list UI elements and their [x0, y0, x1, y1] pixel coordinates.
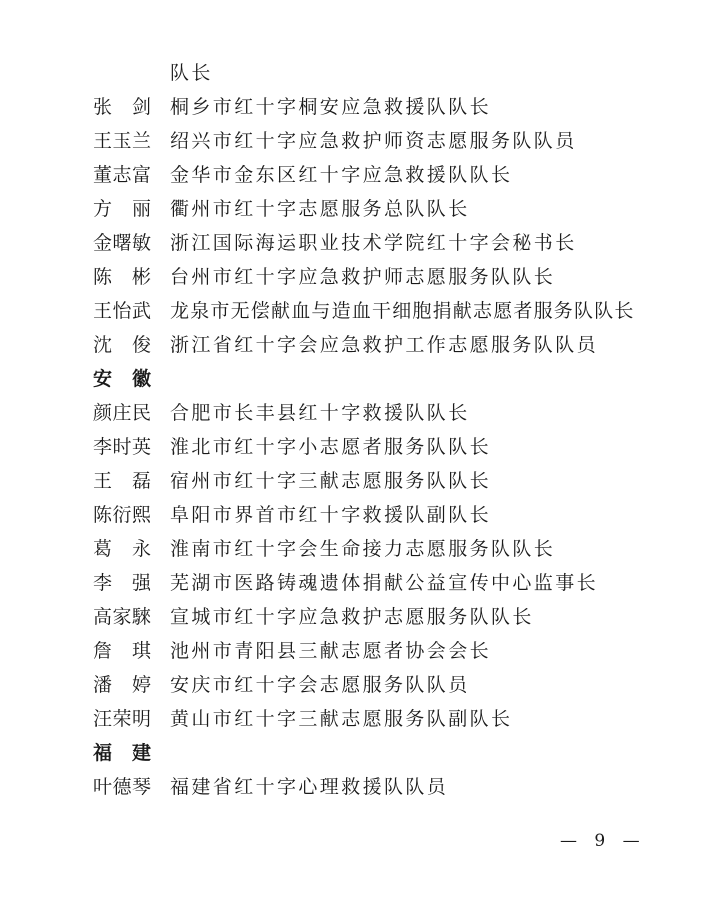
entry-name: 詹 琪	[93, 640, 151, 662]
entry-description: 浙江国际海运职业技术学院红十字会秘书长	[170, 232, 577, 254]
entry-description: 阜阳市界首市红十字救援队副队长	[170, 504, 492, 526]
entry-name: 董志富	[93, 164, 151, 186]
entry-description: 队长	[170, 62, 213, 84]
entry-description: 池州市青阳县三献志愿者协会会长	[170, 640, 492, 662]
entry-description: 淮北市红十字小志愿者服务队队长	[170, 436, 492, 458]
entry-description: 淮南市红十字会生命接力志愿服务队队长	[170, 538, 556, 560]
entry-name: 葛 永	[93, 538, 151, 560]
entry-description: 宿州市红十字三献志愿服务队队长	[170, 470, 492, 492]
entry-description: 金华市金东区红十字应急救援队队长	[170, 164, 513, 186]
entry-name: 高家騋	[93, 606, 151, 628]
entry-description: 宣城市红十字应急救护志愿服务队队长	[170, 606, 534, 628]
entry-name: 颜庄民	[93, 402, 151, 424]
entry-name: 张 剑	[93, 96, 151, 118]
entry-description: 黄山市红十字三献志愿服务队副队长	[170, 708, 513, 730]
entry-name: 李 强	[93, 572, 151, 594]
entry-description: 合肥市长丰县红十字救援队队长	[170, 402, 470, 424]
entry-name: 金曙敏	[93, 232, 151, 254]
entry-description: 芜湖市医路铸魂遗体捐献公益宣传中心监事长	[170, 572, 599, 594]
entry-description: 浙江省红十字会应急救护工作志愿服务队队员	[170, 334, 599, 356]
entry-name: 沈 俊	[93, 334, 151, 356]
entry-name: 王怡武	[93, 300, 151, 322]
entry-description: 台州市红十字应急救护师志愿服务队队长	[170, 266, 556, 288]
entry-description: 龙泉市无偿献血与造血干细胞捐献志愿者服务队队长	[170, 300, 635, 322]
entry-name: 李时英	[93, 436, 151, 458]
entry-description: 安庆市红十字会志愿服务队队员	[170, 674, 470, 696]
page-number: — 9 —	[560, 831, 646, 851]
entry-name: 王玉兰	[93, 130, 151, 152]
entry-name: 方 丽	[93, 198, 151, 220]
entry-name: 陈衍熙	[93, 504, 151, 526]
entry-name: 叶德琴	[93, 776, 151, 798]
entry-description: 绍兴市红十字应急救护师资志愿服务队队员	[170, 130, 577, 152]
province-title: 安 徽	[93, 368, 151, 390]
entry-name: 王 磊	[93, 470, 151, 492]
entry-description: 衢州市红十字志愿服务总队队长	[170, 198, 470, 220]
entry-name: 汪荣明	[93, 708, 151, 730]
entry-name: 潘 婷	[93, 674, 151, 696]
province-title: 福 建	[93, 742, 151, 764]
entry-name: 陈 彬	[93, 266, 151, 288]
entry-description: 福建省红十字心理救援队队员	[170, 776, 449, 798]
entry-description: 桐乡市红十字桐安应急救援队队长	[170, 96, 492, 118]
